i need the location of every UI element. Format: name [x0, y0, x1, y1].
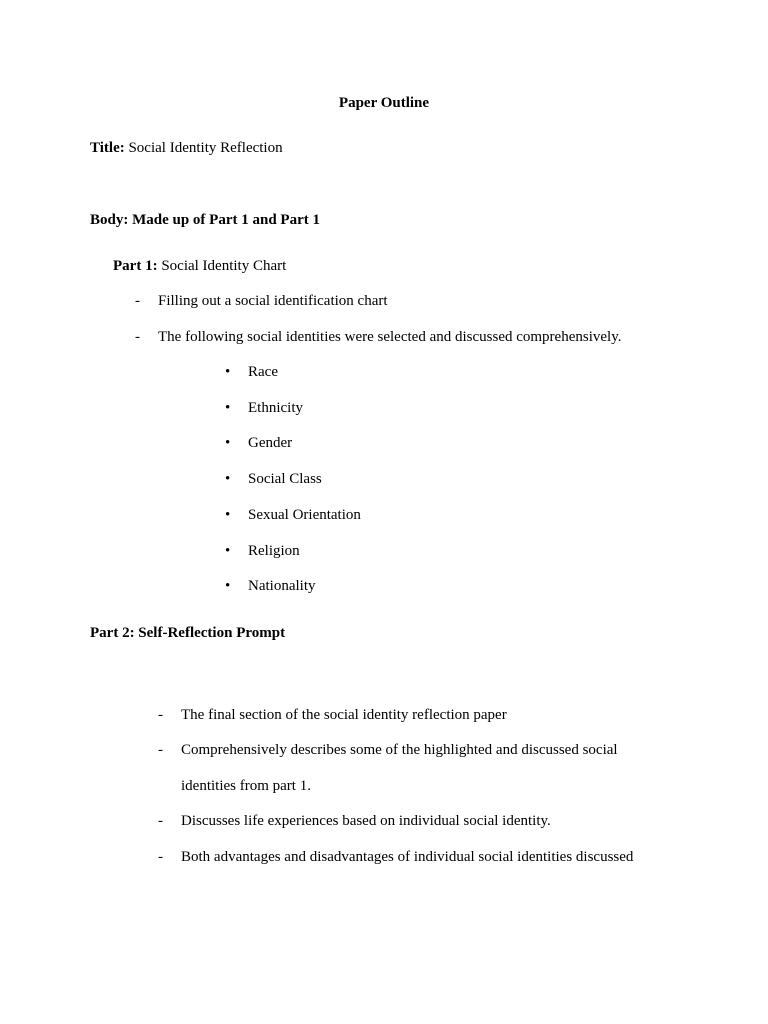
bullet-icon: • [225, 364, 231, 380]
identity-item: Social Class [248, 471, 322, 487]
title-label: Title: [90, 140, 125, 156]
part1-line [113, 257, 286, 275]
bullet-icon: • [225, 400, 231, 416]
title-value: Social Identity Reflection [128, 140, 283, 156]
part2-point: Comprehensively describes some of the highlighted and discussed social [181, 742, 618, 758]
part1-value: Social Identity Chart [161, 258, 287, 274]
dash-marker: - [135, 293, 140, 309]
bullet-icon: • [225, 543, 231, 559]
document-heading: Paper Outline [338, 95, 430, 111]
dash-marker: - [158, 742, 163, 758]
bullet-icon: • [225, 435, 231, 451]
dash-marker: - [158, 849, 163, 865]
bullet-icon: • [225, 471, 231, 487]
dash-marker: - [135, 329, 140, 345]
identity-item: Race [248, 364, 278, 380]
identity-item: Sexual Orientation [248, 507, 361, 523]
bullet-icon: • [225, 578, 231, 594]
title-line [90, 139, 283, 157]
part1-point: Filling out a social identification chart [158, 293, 388, 309]
identity-item: Religion [248, 543, 300, 559]
part2-heading: Part 2: Self-Reflection Prompt [90, 625, 286, 641]
bullet-icon: • [225, 507, 231, 523]
part2-point: Discusses life experiences based on individual social identity. [181, 813, 551, 829]
dash-marker: - [158, 813, 163, 829]
identity-item: Gender [248, 435, 293, 451]
part1-point: The following social identities were selected and discussed comprehensively. [158, 329, 622, 345]
identity-item: Ethnicity [248, 400, 303, 416]
part2-point: Both advantages and disadvantages of individual social identities discussed [181, 849, 634, 865]
body-heading: Body: Made up of Part 1 and Part 1 [90, 212, 320, 228]
part2-point: The final section of the social identity reflection paper [181, 707, 507, 723]
identity-item: Nationality [248, 578, 316, 594]
part1-label: Part 1: [113, 258, 158, 274]
part2-point-continuation: identities from part 1. [181, 778, 311, 794]
dash-marker: - [158, 707, 163, 723]
